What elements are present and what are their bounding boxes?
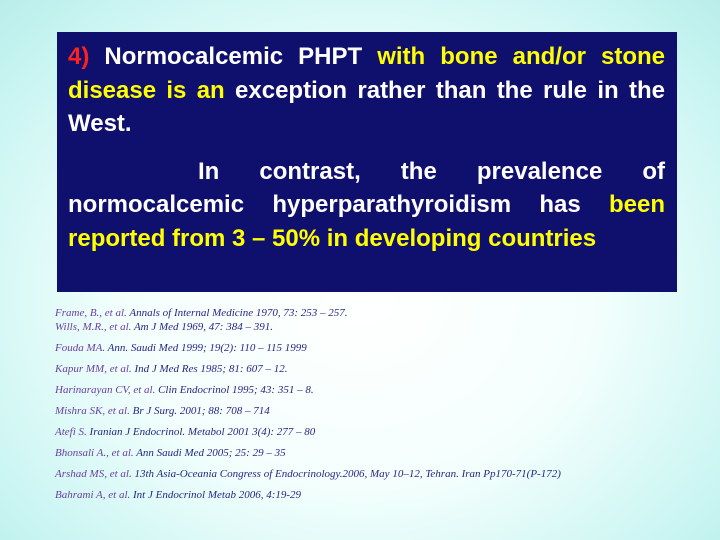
content-box <box>57 32 677 292</box>
reference-citation: Iranian J Endocrinol. Metabol 2001 3(4): 277 – 80 <box>86 426 316 438</box>
paragraph-exception <box>68 40 665 141</box>
reference-citation: Ann Saudi Med 2005; 25: 29 – 35 <box>133 447 286 459</box>
reference-citation: Ind J Med Res 1985; 81: 607 – 12. <box>131 363 288 375</box>
reference-citation: Int J Endocrinol Metab 2006, 4:19-29 <box>130 489 302 501</box>
reference-author: Frame, B., et al. <box>55 307 127 319</box>
paragraph-prevalence <box>68 155 665 256</box>
paragraph1-segment: exception rather than the rule in the West. <box>68 76 665 137</box>
reference-item <box>55 341 695 355</box>
reference-author: Wills, M.R., et al. <box>55 321 132 333</box>
reference-author: Bhonsali A., et al. <box>55 447 134 459</box>
reference-citation: Br J Surg. 2001; 88: 708 – 714 <box>129 405 270 417</box>
reference-item <box>55 446 695 460</box>
reference-item <box>55 467 695 481</box>
point-number: 4) <box>68 43 90 70</box>
reference-citation: Annals of Internal Medicine 1970, 73: 253 – 257. <box>126 307 348 319</box>
reference-citation: Ann. Saudi Med 1999; 19(2): 110 – 115 1999 <box>105 342 307 354</box>
reference-author: Mishra SK, et al. <box>55 405 130 417</box>
reference-item <box>55 488 695 502</box>
reference-author: Kapur MM, et al. <box>55 363 132 375</box>
reference-citation: Am J Med 1969, 47: 384 – 391. <box>131 321 273 333</box>
reference-author: Atefi S. <box>55 426 87 438</box>
paragraph2-segment: In contrast, the prevalence of normocalcemic hyperparathyroidism has <box>68 157 665 218</box>
reference-item <box>55 425 695 439</box>
paragraph1-segment-highlight: with bone and/or stone disease is an <box>68 43 665 104</box>
reference-author: Bahrami A, et al. <box>55 489 131 501</box>
reference-author: Arshad MS, et al. <box>55 468 132 480</box>
reference-item <box>55 306 695 320</box>
reference-item <box>55 320 695 334</box>
reference-item <box>55 404 695 418</box>
reference-citation: Clin Endocrinol 1995; 43: 351 – 8. <box>155 384 314 396</box>
reference-author: Fouda MA. <box>55 342 106 354</box>
paragraph2-segment-highlight: been reported from 3 – 50% in developing countries <box>68 191 665 252</box>
reference-citation: 13th Asia-Oceania Congress of Endocrinology.2006, May 10–12, Tehran. Iran Pp170-71(P-172) <box>131 468 561 480</box>
paragraph1-segment: Normocalcemic PHPT <box>89 43 378 70</box>
reference-item <box>55 383 695 397</box>
reference-author: Harinarayan CV, et al. <box>55 384 156 396</box>
reference-item <box>55 362 695 376</box>
references-list <box>55 306 695 502</box>
